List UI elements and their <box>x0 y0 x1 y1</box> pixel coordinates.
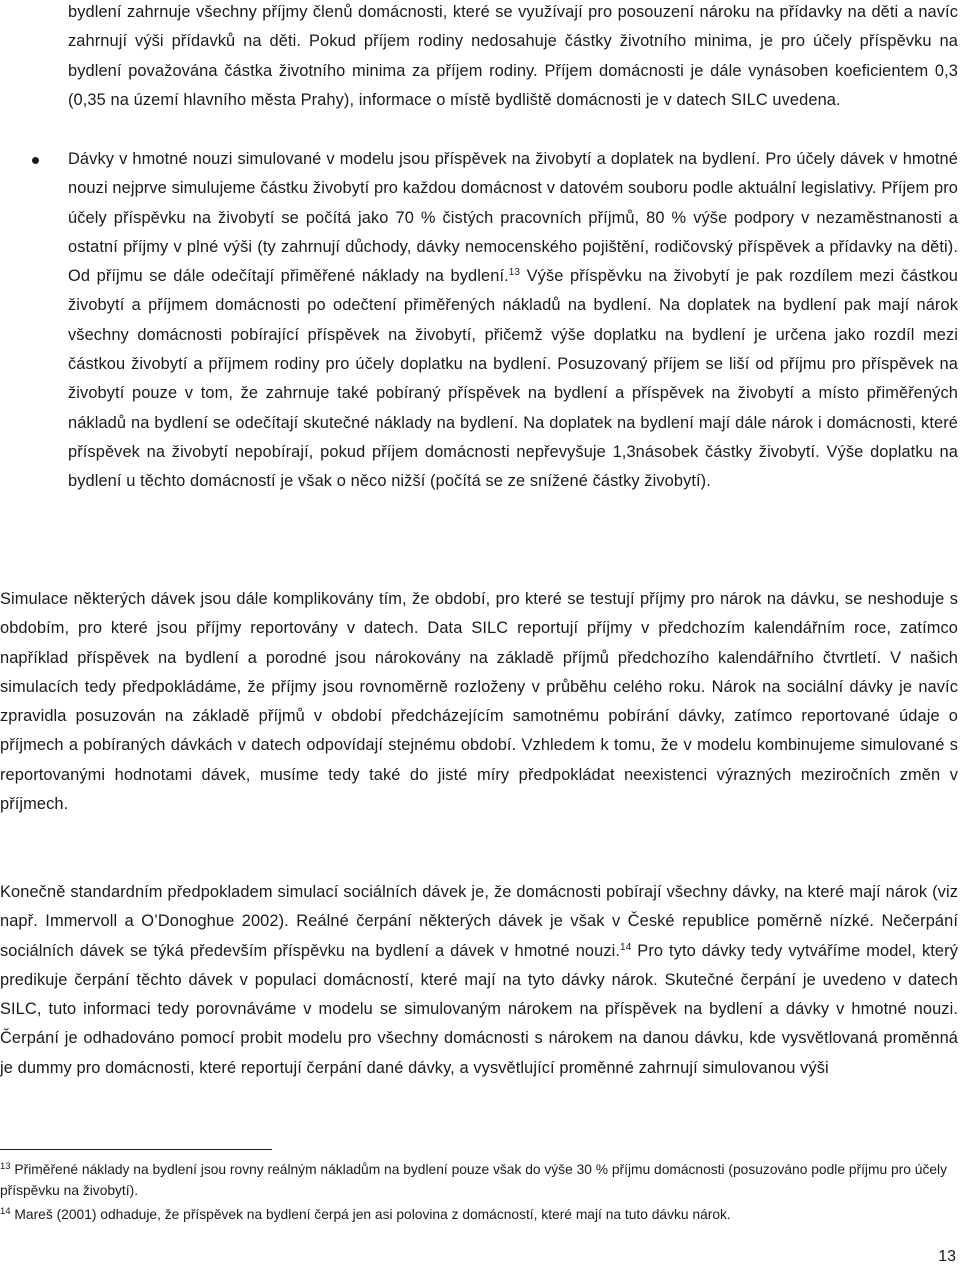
footnote-text: Mareš (2001) odhaduje, že příspěvek na bydlení čerpá jen asi polovina z domácností, které mají na tuto dávku nárok. <box>14 1207 731 1222</box>
footnote-text: Přiměřené náklady na bydlení jsou rovny reálným nákladům na bydlení pouze však do výše 30 % příjmu domácnosti (posuzováno podle příjmu pro účely příspěvku na živobytí). <box>0 1162 947 1198</box>
footnote-13 <box>0 1159 958 1201</box>
paragraph-text-part: Konečně standardním předpokladem simulací sociálních dávek je, že domácnosti pobírají všechny dávky, na které mají nárok (viz např. Immervoll a O’Donoghue 2002). Reálné čerpání některých dávek je však v České republice poměrně nízké. Nečerpání sociálních dávek se týká především příspěvku na bydlení a dávek v hmotné nouzi. <box>0 883 958 960</box>
page-number: 13 <box>938 1248 956 1265</box>
footnote-ref[interactable]: 13 <box>508 267 521 279</box>
footnote-ref[interactable]: 14 <box>620 941 632 953</box>
footnote-number: 13 <box>0 1161 11 1172</box>
bullet-text: bydlení zahrnuje všechny příjmy členů domácnosti, které se využívají pro posouzení nároku na přídavky na děti a navíc zahrnují výši přídavků na děti. Pokud příjem rodiny nedosahuje částky životního minima, je pro účely příspěvku na bydlení považována částka životního minima za příjem rodiny. Příjem domácnosti je dále vynásoben koeficientem 0,3 (0,35 na území hlavního města Prahy), informace o místě bydliště domácnosti je v datech SILC uvedena. <box>68 3 958 109</box>
bullet-icon <box>32 157 39 164</box>
bullet-item-material-need <box>68 145 958 497</box>
paragraph-text-part: Pro tyto dávky tedy vytváříme model, který predikuje čerpání těchto dávek v populaci domácností, které mají na tyto dávky nárok. Skutečné čerpání je uvedeno v datech SILC, tuto informaci tedy porovnáváme v modelu se simulovaným nárokem na příspěvek na bydlení a dávky v hmotné nouzi. Čerpání je odhadováno pomocí probit modelu pro všechny domácnosti s nárokem na danou dávku, kde vysvětlovaná proměnná je dummy pro domácnosti, které reportují čerpání dané dávky, a vysvětlující proměnné zahrnují simulovanou výši <box>0 941 958 1077</box>
footnote-14 <box>0 1204 958 1225</box>
footnote-divider <box>0 1149 272 1150</box>
bullet-text <box>68 145 958 497</box>
bullet-text-part: Dávky v hmotné nouzi simulované v modelu jsou příspěvek na živobytí a doplatek na bydlení. Pro účely dávek v hmotné nouzi nejprve simulujeme částku živobytí pro každou domácnost v datovém souboru podle aktuální legislativy. Příjem pro účely příspěvku na živobytí se počítá jako 70 % čistých pracovních příjmů, 80 % výše podpory v nezaměstnanosti a ostatní příjmy v plné výši (ty zahrnují důchody, dávky nemocenského pojištění, rodičovský příspěvek a přídavky na děti). Od příjmu se dále odečítají přiměřené náklady na bydlení. <box>68 150 958 286</box>
paragraph-take-up <box>0 878 958 1083</box>
bullet-text-part: Výše příspěvku na živobytí je pak rozdílem mezi částkou živobytí a příjmem domácnosti po odečtení přiměřených nákladů na bydlení. Na doplatek na bydlení pak mají nárok všechny domácnosti pobírající příspěvek na živobytí, přičemž výše doplatku na bydlení je určena jako rozdíl mezi částkou živobytí a příjmem rodiny pro účely doplatku na bydlení. Posuzovaný příjem se liší od příjmu pro příspěvek na živobytí pouze v tom, že zahrnuje také pobíraný příspěvek na bydlení a příspěvek na živobytí a místo přiměřených nákladů na bydlení se odečítají skutečné náklady na bydlení. Na doplatek na bydlení mají dále nárok i domácnosti, které příspěvek na živobytí nepobírají, pokud příjem domácnosti nepřevyšuje 1,3násobek částky živobytí. Výše doplatku na bydlení u těchto domácností je však o něco nižší (počítá se ze snížené částky živobytí). <box>68 267 958 491</box>
footnote-number: 14 <box>0 1206 11 1217</box>
paragraph-income-period: Simulace některých dávek jsou dále komplikovány tím, že období, pro které se testují příjmy pro nárok na dávku, se neshoduje s obdobím, pro které jsou příjmy reportovány v datech. Data SILC reportují příjmy v předchozím kalendářním roce, zatímco například příspěvek na bydlení a porodné jsou nárokovány na základě příjmů předchozího kalendářního čtvrtletí. V našich simulacích tedy předpokládáme, že příjmy jsou rovnoměrně rozloženy v průběhu celého roku. Nárok na sociální dávky je navíc zpravidla posuzován na základě příjmů v období předcházejícím samotnému pobírání dávky, zatímco reportované údaje o příjmech a pobíraných dávkách v datech odpovídají stejnému období. Vzhledem k tomu, že v modelu kombinujeme simulované s reportovanými hodnotami dávek, musíme tedy také do jisté míry předpokládat neexistenci výrazných meziročních změn v příjmech. <box>0 590 958 814</box>
bullet-item-housing-allowance <box>68 0 958 115</box>
